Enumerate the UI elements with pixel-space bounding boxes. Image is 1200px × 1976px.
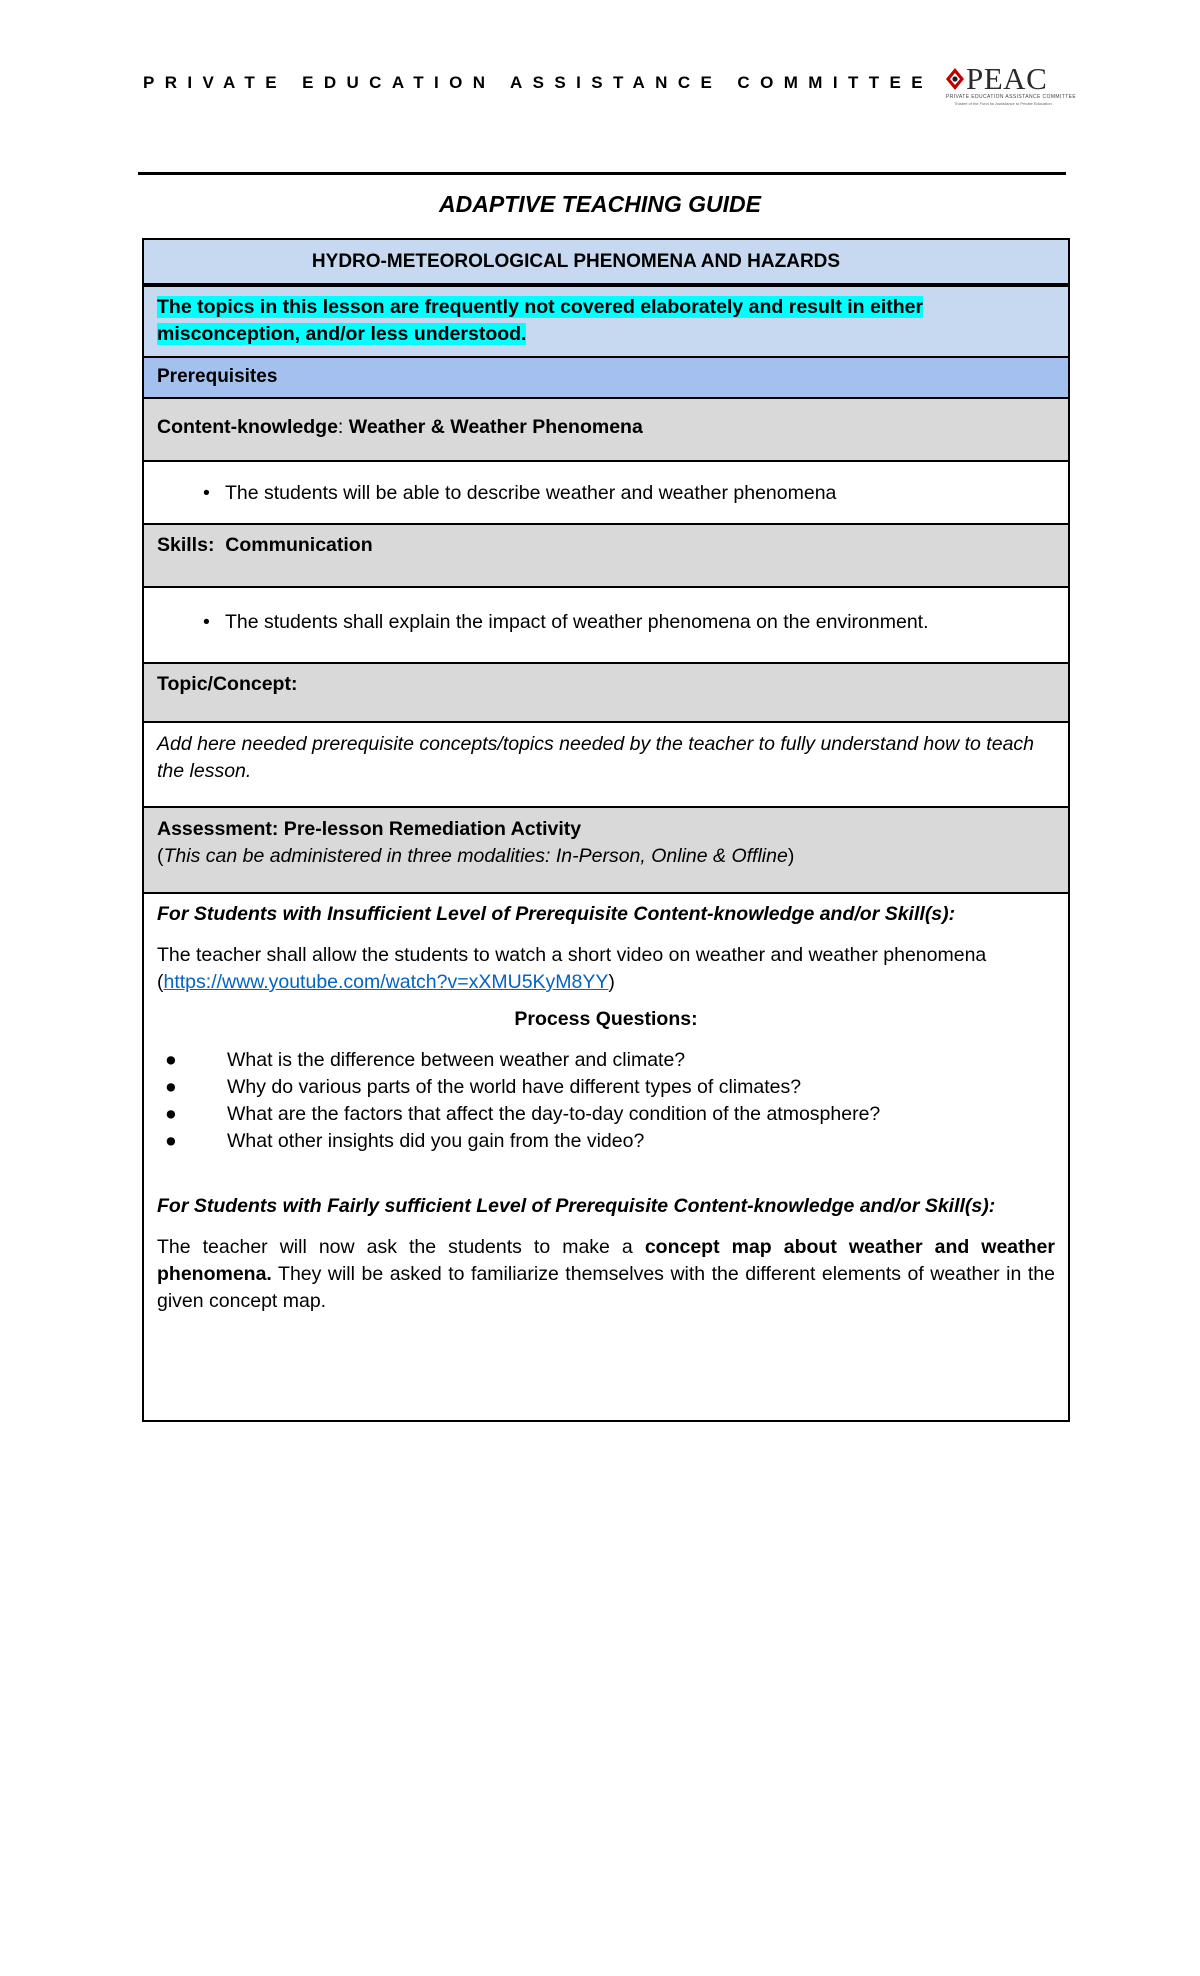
content-knowledge-objective: The students will be able to describe weather and weather phenomena xyxy=(225,482,837,504)
content-knowledge-value: Weather & Weather Phenomena xyxy=(348,416,643,438)
bullet-icon: • xyxy=(203,482,210,504)
list-item xyxy=(157,1047,1055,1074)
fairly-sufficient-heading: For Students with Fairly sufficient Level of Prerequisite Content-knowledge and/or Skill(s): xyxy=(157,1195,996,1217)
lesson-note-line2: misconception, and/or less understood. xyxy=(157,323,527,345)
assessment-label: Assessment: Pre-lesson Remediation Activity xyxy=(157,818,582,840)
video-link[interactable]: https://www.youtube.com/watch?v=xXMU5KyM8YY xyxy=(163,971,609,993)
skills-objective: The students shall explain the impact of weather phenomena on the environment. xyxy=(225,611,929,633)
fairly-text-emphasis: concept map about weather and weather phenomena. xyxy=(157,1236,1055,1285)
assessment-row xyxy=(144,808,1068,894)
assessment-modalities: (This can be administered in three modalities: In-Person, Online & Offline) xyxy=(157,845,795,867)
content-knowledge-objective-row xyxy=(144,462,1068,525)
skills-label: Skills: xyxy=(157,534,215,556)
process-question: What other insights did you gain from the video? xyxy=(227,1130,645,1152)
list-item xyxy=(157,1101,1055,1128)
assessment-note: This can be administered in three modalities: In-Person, Online & Offline xyxy=(163,845,788,867)
peac-logo xyxy=(944,61,1077,107)
header-rule xyxy=(138,172,1066,175)
fairly-sufficient-text xyxy=(157,1234,1055,1315)
document-title: ADAPTIVE TEACHING GUIDE xyxy=(438,191,762,217)
peac-emblem-icon xyxy=(944,67,966,91)
list-item xyxy=(157,1128,1055,1155)
bullet-icon: ● xyxy=(165,1049,177,1071)
content-knowledge-label: Content-knowledge xyxy=(157,416,338,438)
content-knowledge-row: Content-knowledge: Weather & Weather Phenomena xyxy=(144,399,1068,462)
list-item xyxy=(203,611,1055,634)
adaptive-guide-table xyxy=(142,238,1070,1422)
bullet-icon: ● xyxy=(165,1076,177,1098)
list-item xyxy=(157,1074,1055,1101)
skills-value: Communication xyxy=(225,534,373,556)
skills-row xyxy=(144,525,1068,588)
process-question: What are the factors that affect the day-to-day condition of the atmosphere? xyxy=(227,1103,881,1125)
logo-tagline: Trustee of the Fund for Assistance to Private Education xyxy=(954,101,1052,106)
lesson-note xyxy=(157,294,1055,348)
fairly-text-intro: The teacher will now ask the students to make a xyxy=(157,1236,633,1258)
process-questions-list xyxy=(157,1047,1055,1155)
fairly-text-rest: They will be asked to familiarize themselves with the different elements of weather in the given concept map. xyxy=(157,1263,1055,1312)
topic-concept-note: Add here needed prerequisite concepts/topics needed by the teacher to fully understand how to teach the lesson. xyxy=(144,723,1068,808)
lesson-title: HYDRO-METEOROLOGICAL PHENOMENA AND HAZARDS xyxy=(144,240,1068,283)
insufficient-level-heading: For Students with Insufficient Level of Prerequisite Content-knowledge and/or Skill(s): xyxy=(157,903,956,925)
logo-subtext: PRIVATE EDUCATION ASSISTANCE COMMITTEE xyxy=(946,94,1077,100)
bullet-icon: ● xyxy=(165,1130,177,1152)
bullet-icon: • xyxy=(203,611,210,633)
remediation-activity xyxy=(144,894,1068,1420)
prerequisites-header: Prerequisites xyxy=(144,356,1068,399)
lesson-note-row xyxy=(144,287,1068,356)
bullet-icon: ● xyxy=(165,1103,177,1125)
process-question: What is the difference between weather and climate? xyxy=(227,1049,686,1071)
list-item xyxy=(203,482,1055,505)
process-questions-title: Process Questions: xyxy=(514,1008,698,1030)
lesson-note-line1: The topics in this lesson are frequently not covered elaborately and result in either xyxy=(157,296,924,318)
insufficient-level-text: The teacher shall allow the students to watch a short video on weather and weather phenomena (https://www.youtube.com/watch?v=xXMU5KyM8YY) xyxy=(157,944,987,993)
logo-wordmark: PEAC xyxy=(966,61,1048,96)
insufficient-text: The teacher shall allow the students to watch a short video on weather and weather phenomena xyxy=(157,944,987,966)
process-question: Why do various parts of the world have different types of climates? xyxy=(227,1076,802,1098)
topic-concept-header: Topic/Concept: xyxy=(144,664,1068,723)
skills-objective-row xyxy=(144,588,1068,664)
organization-name: PRIVATE EDUCATION ASSISTANCE COMMITTEE xyxy=(143,73,933,92)
